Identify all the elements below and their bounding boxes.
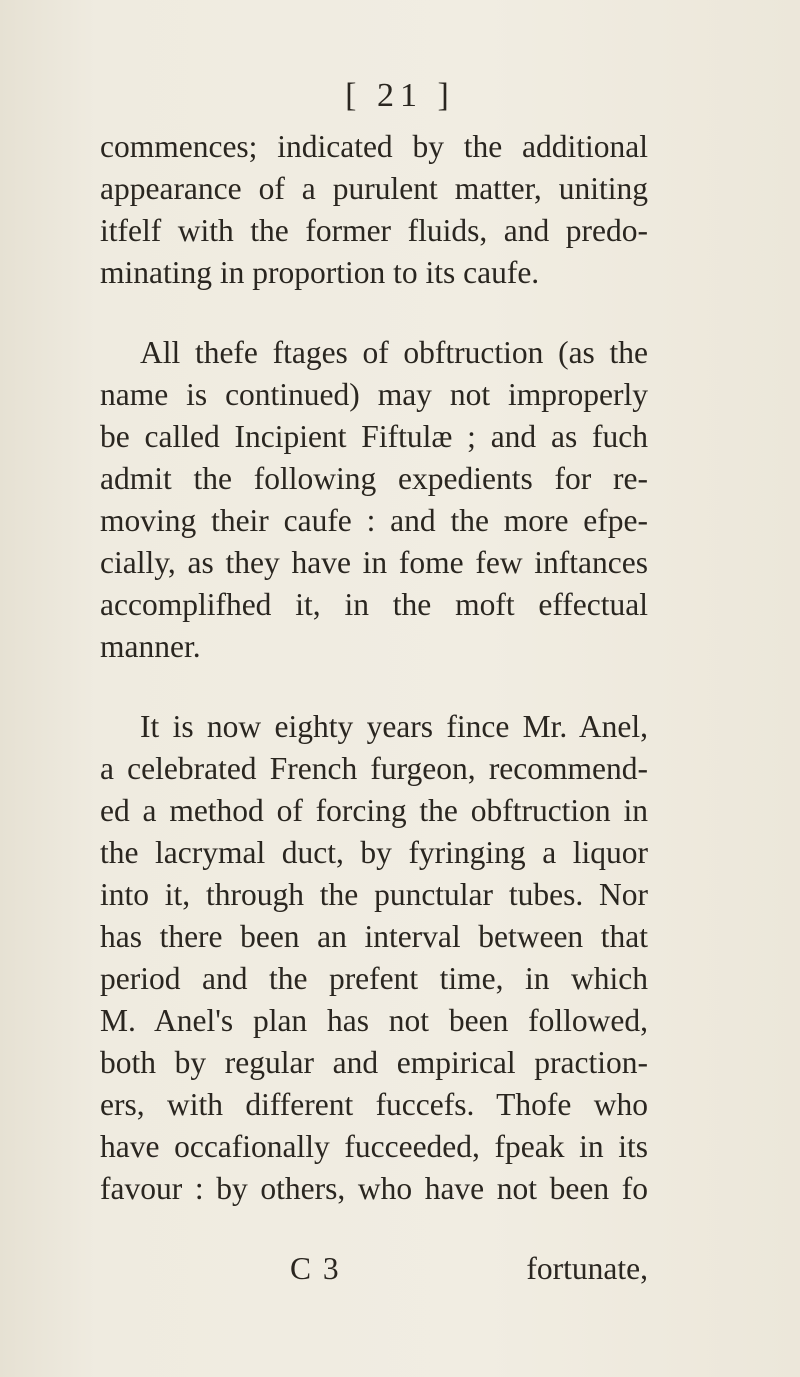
text-line: ed a method of forcing the obftruction in (100, 793, 648, 828)
paragraph (100, 706, 648, 1210)
text-line: manner. (100, 629, 201, 664)
text-line: minating in proportion to its caufe. (100, 255, 540, 290)
text-line: ers, with different fuccefs. Thofe who (100, 1087, 648, 1122)
text-line: favour : by others, who have not been fo (100, 1171, 648, 1206)
text-line: into it, through the punctular tubes. Nor (100, 877, 648, 912)
page-footer (100, 1248, 648, 1290)
text-line: the lacrymal duct, by fyringing a liquor (100, 835, 648, 870)
text-line: period and the prefent time, in which (100, 961, 648, 996)
text-line: a celebrated French furgeon, recommend- (100, 751, 648, 786)
page-number-header: [ 21 ] (345, 77, 455, 114)
catchword: fortunate, (526, 1251, 648, 1286)
text-line: itfelf with the former fluids, and predo- (100, 213, 648, 248)
paragraph (100, 332, 648, 668)
text-line: All thefe ftages of obftruction (as the (140, 335, 648, 370)
text-line: be called Incipient Fiftulæ ; and as fuch (100, 419, 648, 454)
text-line: name is continued) may not improperly (100, 377, 648, 412)
page-body (100, 126, 648, 1210)
text-line: appearance of a purulent matter, uniting (100, 171, 648, 206)
text-line: has there been an interval between that (100, 919, 648, 954)
text-line: cially, as they have in fome few inftances (100, 545, 648, 580)
paragraph (100, 126, 648, 294)
text-line: M. Anel's plan has not been followed, (100, 1003, 648, 1038)
text-line: have occafionally fucceeded, fpeak in its (100, 1129, 648, 1164)
text-line: moving their caufe : and the more efpe- (100, 503, 648, 538)
signature-mark: C 3 (290, 1251, 341, 1286)
text-line: It is now eighty years fince Mr. Anel, (140, 709, 648, 744)
text-line: both by regular and empirical praction- (100, 1045, 648, 1080)
text-line: accomplifhed it, in the moft effectual (100, 587, 648, 622)
text-line: admit the following expedients for re- (100, 461, 648, 496)
text-line: commences; indicated by the additional (100, 129, 648, 164)
